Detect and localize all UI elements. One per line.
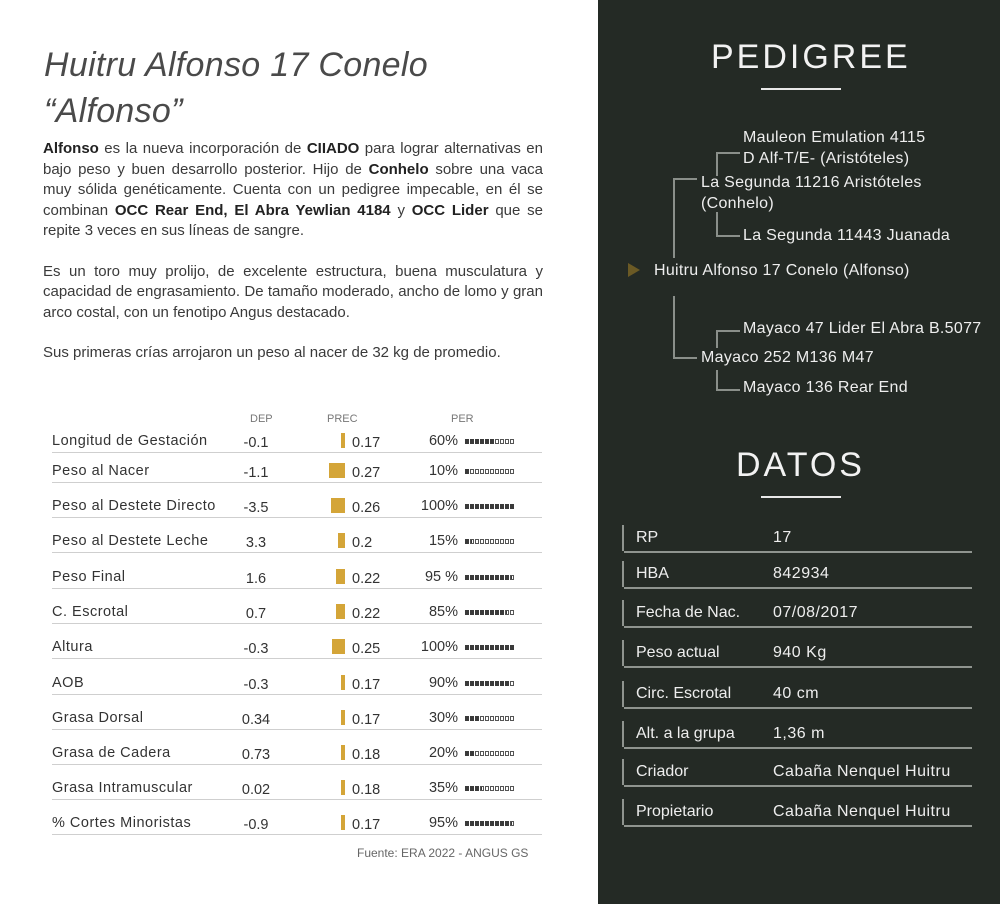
intro-paragraph-1: Alfonso es la nueva incorporación de CIIADO para lograr alternativas en bajo peso y buen desarrollo posterior. Hijo de Conhelo sobre una vaca muy sólida genéticamente. Cuenta con un pedigree impecable, en él se combinan OCC Rear End, El Abra Yewlian 4184 y OCC Lider que se repite 3 veces en sus líneas de sangre.: [43, 140, 543, 239]
row-per: 60%: [428, 433, 458, 449]
table-row: [52, 492, 542, 518]
percentile-cell: [470, 751, 474, 756]
percentile-bar: [465, 469, 514, 474]
percentile-cell: [465, 439, 469, 444]
tree-line: [716, 330, 740, 332]
datos-value: 1,36 m: [773, 725, 825, 742]
percentile-cell: [465, 821, 469, 826]
percentile-cell: [490, 751, 494, 756]
datos-value: Cabaña Nenquel Huitru: [773, 763, 951, 780]
row-per: 100%: [420, 639, 458, 655]
percentile-cell: [480, 751, 484, 756]
row-prec: 0.22: [352, 571, 381, 587]
tree-line: [716, 152, 740, 154]
percentile-bar: [465, 821, 514, 826]
intro-paragraph-2: Es un toro muy prolijo, de excelente estructura, buena musculatura y capacidad de engrasamiento. De tamaño moderado, ancho de lomo y gran arco costal, con un fenotipo Angus destacado.: [43, 262, 543, 321]
percentile-cell: [500, 504, 504, 509]
row-divider: [52, 658, 542, 659]
datos-value: 07/08/2017: [773, 604, 859, 621]
row-dep: 0.73: [241, 747, 271, 763]
row-underline: [624, 551, 972, 553]
row-divider: [52, 588, 542, 589]
row-dep: -0.9: [243, 817, 269, 833]
percentile-cell: [480, 716, 484, 721]
percentile-cell: [470, 610, 474, 615]
tree-line: [673, 296, 675, 358]
row-prec: 0.25: [352, 641, 381, 657]
percentile-cell: [500, 681, 504, 686]
percentile-cell: [495, 645, 499, 650]
percentile-cell: [510, 681, 514, 686]
row-dep: 1.6: [245, 571, 267, 587]
percentile-bar: [465, 439, 514, 444]
pedigree-sire-sire-2: D Alf-T/E- (Aristóteles): [743, 150, 910, 167]
percentile-cell: [500, 575, 504, 580]
percentile-cell: [490, 786, 494, 791]
percentile-bar: [465, 504, 514, 509]
percentile-cell: [465, 610, 469, 615]
row-divider: [52, 764, 542, 765]
percentile-cell: [510, 439, 514, 444]
percentile-cell: [490, 539, 494, 544]
row-label: Grasa Intramuscular: [52, 780, 193, 796]
row-dep: -3.5: [243, 500, 269, 516]
row-tick: [622, 799, 624, 825]
tree-line: [673, 178, 697, 180]
percentile-cell: [510, 539, 514, 544]
datos-value: Cabaña Nenquel Huitru: [773, 803, 951, 820]
pedigree-dam-dam: Mayaco 136 Rear End: [743, 379, 908, 396]
percentile-cell: [485, 716, 489, 721]
row-divider: [52, 552, 542, 553]
percentile-cell: [505, 539, 509, 544]
table-row: [52, 633, 542, 659]
percentile-cell: [465, 716, 469, 721]
row-label: Grasa Dorsal: [52, 710, 144, 726]
header-dep: DEP: [250, 413, 273, 425]
percentile-cell: [465, 539, 469, 544]
percentile-cell: [485, 539, 489, 544]
datos-row: [622, 600, 972, 628]
row-divider: [52, 799, 542, 800]
percentile-cell: [470, 716, 474, 721]
row-per: 15%: [428, 533, 458, 549]
pedigree-sire-dam: La Segunda 11443 Juanada: [743, 227, 951, 244]
percentile-cell: [500, 439, 504, 444]
percentile-cell: [505, 610, 509, 615]
percentile-cell: [510, 504, 514, 509]
percentile-cell: [465, 786, 469, 791]
percentile-cell: [465, 645, 469, 650]
row-per: 10%: [428, 463, 458, 479]
datos-value: 40 cm: [773, 685, 820, 702]
tree-line: [716, 370, 718, 390]
percentile-cell: [495, 681, 499, 686]
percentile-cell: [495, 539, 499, 544]
precision-marker: [329, 463, 345, 478]
percentile-cell: [500, 469, 504, 474]
percentile-cell: [485, 610, 489, 615]
precision-marker: [331, 498, 345, 513]
row-dep: 0.7: [245, 606, 267, 622]
row-dep: -0.1: [243, 435, 269, 451]
table-row: [52, 457, 542, 483]
row-underline: [624, 747, 972, 749]
pedigree-dam: Mayaco 252 M136 M47: [701, 349, 874, 366]
percentile-cell: [495, 469, 499, 474]
percentile-cell: [485, 821, 489, 826]
header-prec: PREC: [327, 413, 358, 425]
precision-marker: [338, 533, 345, 548]
percentile-cell: [490, 610, 494, 615]
tree-line: [716, 235, 740, 237]
percentile-cell: [475, 469, 479, 474]
row-prec: 0.22: [352, 606, 381, 622]
side-panel: [598, 0, 1000, 904]
tree-line: [716, 212, 718, 236]
percentile-cell: [495, 786, 499, 791]
percentile-cell: [465, 469, 469, 474]
row-label: C. Escrotal: [52, 604, 129, 620]
precision-marker: [336, 569, 345, 584]
row-dep: 0.34: [241, 712, 271, 728]
table-row: [52, 527, 542, 553]
pedigree-dam-sire: Mayaco 47 Lider El Abra B.5077: [743, 320, 982, 337]
precision-marker: [341, 675, 345, 690]
datos-row: [622, 759, 972, 787]
page-title: [44, 42, 428, 134]
row-tick: [622, 525, 624, 551]
row-underline: [624, 825, 972, 827]
precision-marker: [341, 780, 345, 795]
percentile-cell: [475, 610, 479, 615]
percentile-cell: [495, 439, 499, 444]
percentile-cell: [495, 821, 499, 826]
percentile-cell: [490, 681, 494, 686]
percentile-cell: [485, 681, 489, 686]
datos-key: Alt. a la grupa: [636, 725, 735, 742]
datos-row: [622, 525, 972, 553]
percentile-cell: [475, 645, 479, 650]
datos-key: RP: [636, 529, 659, 546]
row-underline: [624, 626, 972, 628]
percentile-cell: [500, 751, 504, 756]
datos-row: [622, 640, 972, 668]
percentile-cell: [510, 786, 514, 791]
percentile-cell: [500, 610, 504, 615]
table-row: [52, 774, 542, 800]
pedigree-sire-2: (Conhelo): [701, 195, 774, 212]
percentile-bar: [465, 751, 514, 756]
row-prec: 0.17: [352, 435, 381, 451]
row-underline: [624, 707, 972, 709]
precision-marker: [332, 639, 345, 654]
percentile-bar: [465, 681, 514, 686]
row-tick: [622, 759, 624, 785]
percentile-cell: [470, 469, 474, 474]
pedigree-sire-sire: Mauleon Emulation 4115: [743, 129, 926, 146]
percentile-cell: [470, 504, 474, 509]
precision-marker: [336, 604, 345, 619]
datos-key: Circ. Escrotal: [636, 685, 732, 702]
percentile-bar: [465, 716, 514, 721]
percentile-cell: [475, 504, 479, 509]
row-dep: -1.1: [243, 465, 269, 481]
datos-key: Peso actual: [636, 644, 720, 661]
datos-key: HBA: [636, 565, 669, 582]
percentile-cell: [505, 504, 509, 509]
percentile-cell: [505, 821, 509, 826]
percentile-cell: [490, 716, 494, 721]
intro-paragraph-3: Sus primeras crías arrojaron un peso al nacer de 32 kg de promedio.: [43, 344, 501, 361]
percentile-cell: [465, 751, 469, 756]
row-tick: [622, 640, 624, 666]
percentile-cell: [475, 716, 479, 721]
percentile-cell: [505, 469, 509, 474]
datos-value: 842934: [773, 565, 830, 582]
percentile-cell: [480, 681, 484, 686]
pedigree-sire: La Segunda 11216 Aristóteles: [701, 174, 922, 191]
table-row: [52, 563, 542, 589]
percentile-cell: [505, 751, 509, 756]
precision-marker: [341, 745, 345, 760]
percentile-cell: [480, 439, 484, 444]
row-divider: [52, 694, 542, 695]
percentile-cell: [480, 504, 484, 509]
precision-marker: [341, 710, 345, 725]
intro-text: [43, 139, 543, 384]
datos-underline: [761, 496, 841, 498]
percentile-cell: [470, 439, 474, 444]
row-divider: [52, 452, 542, 453]
row-label: Peso Final: [52, 569, 126, 585]
datos-row: [622, 721, 972, 749]
row-prec: 0.18: [352, 747, 381, 763]
percentile-cell: [510, 575, 514, 580]
percentile-cell: [485, 751, 489, 756]
percentile-bar: [465, 786, 514, 791]
datos-heading: DATOS: [736, 446, 865, 484]
percentile-bar: [465, 645, 514, 650]
percentile-cell: [470, 681, 474, 686]
pedigree-subject: Huitru Alfonso 17 Conelo (Alfonso): [654, 262, 910, 279]
percentile-cell: [495, 504, 499, 509]
row-per: 30%: [428, 710, 458, 726]
percentile-cell: [495, 610, 499, 615]
percentile-cell: [500, 645, 504, 650]
datos-value: 17: [773, 529, 792, 546]
percentile-cell: [485, 504, 489, 509]
percentile-cell: [475, 439, 479, 444]
percentile-bar: [465, 575, 514, 580]
datos-row: [622, 799, 972, 827]
row-per: 95 %: [424, 569, 458, 585]
percentile-cell: [490, 575, 494, 580]
row-per: 95%: [428, 815, 458, 831]
table-row: [52, 809, 542, 835]
percentile-cell: [480, 575, 484, 580]
percentile-cell: [500, 716, 504, 721]
percentile-cell: [475, 821, 479, 826]
percentile-cell: [475, 786, 479, 791]
row-label: AOB: [52, 675, 85, 691]
row-underline: [624, 666, 972, 668]
percentile-cell: [505, 716, 509, 721]
percentile-cell: [505, 786, 509, 791]
percentile-cell: [485, 469, 489, 474]
percentile-cell: [510, 821, 514, 826]
percentile-cell: [510, 645, 514, 650]
percentile-cell: [505, 681, 509, 686]
percentile-cell: [510, 469, 514, 474]
precision-marker: [341, 433, 345, 448]
percentile-cell: [490, 504, 494, 509]
table-row: [52, 704, 542, 730]
row-prec: 0.18: [352, 782, 381, 798]
row-divider: [52, 482, 542, 483]
row-prec: 0.26: [352, 500, 381, 516]
percentile-cell: [480, 821, 484, 826]
precision-marker: [341, 815, 345, 830]
row-per: 90%: [428, 675, 458, 691]
row-underline: [624, 587, 972, 589]
percentile-cell: [465, 575, 469, 580]
percentile-cell: [490, 821, 494, 826]
percentile-cell: [470, 821, 474, 826]
percentile-cell: [500, 821, 504, 826]
percentile-cell: [495, 575, 499, 580]
percentile-cell: [485, 645, 489, 650]
table-row: [52, 598, 542, 624]
header-per: PER: [451, 413, 474, 425]
percentile-cell: [485, 575, 489, 580]
row-tick: [622, 600, 624, 626]
percentile-cell: [480, 645, 484, 650]
percentile-cell: [475, 751, 479, 756]
row-label: Grasa de Cadera: [52, 745, 171, 761]
percentile-cell: [490, 439, 494, 444]
row-per: 85%: [428, 604, 458, 620]
percentile-cell: [505, 645, 509, 650]
pedigree-heading: PEDIGREE: [711, 38, 911, 76]
row-divider: [52, 834, 542, 835]
percentile-cell: [470, 575, 474, 580]
percentile-cell: [500, 539, 504, 544]
datos-row: [622, 561, 972, 589]
row-dep: 3.3: [245, 535, 267, 551]
row-per: 20%: [428, 745, 458, 761]
percentile-cell: [475, 539, 479, 544]
percentile-cell: [485, 786, 489, 791]
table-row: [52, 427, 542, 453]
datos-value: 940 Kg: [773, 644, 827, 661]
percentile-cell: [480, 610, 484, 615]
row-divider: [52, 623, 542, 624]
title-line-1: Huitru Alfonso 17 Conelo: [44, 46, 428, 84]
row-per: 35%: [428, 780, 458, 796]
percentile-cell: [470, 539, 474, 544]
datos-key: Propietario: [636, 803, 714, 820]
percentile-cell: [490, 645, 494, 650]
datos-key: Fecha de Nac.: [636, 604, 741, 621]
percentile-cell: [495, 751, 499, 756]
row-prec: 0.17: [352, 677, 381, 693]
percentile-cell: [465, 504, 469, 509]
percentile-cell: [470, 645, 474, 650]
table-row: [52, 669, 542, 695]
percentile-bar: [465, 539, 514, 544]
percentile-cell: [505, 575, 509, 580]
datos-row: [622, 681, 972, 709]
percentile-cell: [505, 439, 509, 444]
row-label: % Cortes Minoristas: [52, 815, 192, 831]
row-prec: 0.17: [352, 712, 381, 728]
percentile-cell: [495, 716, 499, 721]
datos-key: Criador: [636, 763, 689, 780]
row-prec: 0.27: [352, 465, 381, 481]
row-tick: [622, 721, 624, 747]
tree-line: [673, 357, 697, 359]
tree-line: [716, 389, 740, 391]
percentile-cell: [510, 716, 514, 721]
row-dep: 0.02: [241, 782, 271, 798]
percentile-cell: [470, 786, 474, 791]
row-label: Peso al Nacer: [52, 463, 150, 479]
percentile-bar: [465, 610, 514, 615]
row-dep: -0.3: [243, 677, 269, 693]
row-dep: -0.3: [243, 641, 269, 657]
percentile-cell: [480, 786, 484, 791]
row-label: Longitud de Gestación: [52, 433, 208, 449]
percentile-cell: [480, 539, 484, 544]
pedigree-underline: [761, 88, 841, 90]
row-prec: 0.2: [352, 535, 373, 551]
tree-line: [673, 178, 675, 258]
title-line-2: “Alfonso”: [44, 92, 183, 130]
tree-line: [716, 330, 718, 348]
row-underline: [624, 785, 972, 787]
percentile-cell: [465, 681, 469, 686]
percentile-cell: [490, 469, 494, 474]
percentile-cell: [475, 575, 479, 580]
row-divider: [52, 729, 542, 730]
row-label: Peso al Destete Directo: [52, 498, 216, 514]
percentile-cell: [485, 439, 489, 444]
row-label: Altura: [52, 639, 93, 655]
row-prec: 0.17: [352, 817, 381, 833]
source-note: Fuente: ERA 2022 - ANGUS GS: [357, 846, 529, 860]
percentile-cell: [475, 681, 479, 686]
percentile-cell: [510, 751, 514, 756]
row-per: 100%: [420, 498, 458, 514]
row-label: Peso al Destete Leche: [52, 533, 209, 549]
row-tick: [622, 681, 624, 707]
table-row: [52, 739, 542, 765]
percentile-cell: [500, 786, 504, 791]
row-tick: [622, 561, 624, 587]
percentile-cell: [480, 469, 484, 474]
percentile-cell: [510, 610, 514, 615]
play-arrow-icon: [628, 263, 640, 277]
row-divider: [52, 517, 542, 518]
